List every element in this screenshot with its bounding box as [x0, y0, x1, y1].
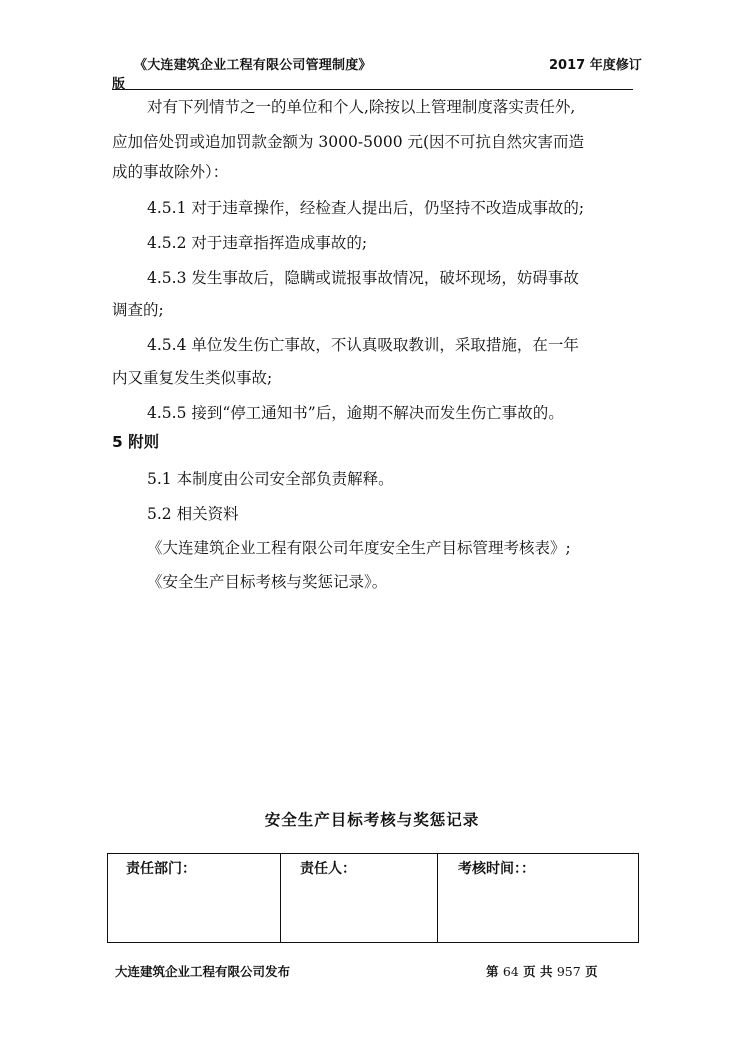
header-divider: [112, 89, 633, 90]
section-heading: 5 附则: [112, 433, 160, 451]
reference-document: 《安全生产目标考核与奖惩记录》。: [147, 573, 388, 591]
clause-item: 4.5.3 发生事故后，隐瞒或谎报事故情况，破坏现场，妨碍事故: [147, 269, 579, 287]
edition-label-wrap: 版: [112, 77, 126, 92]
appendix-item: 5.1 本制度由公司安全部负责解释。: [147, 470, 394, 488]
reference-document: 《大连建筑企业工程有限公司年度安全生产目标管理考核表》;: [147, 539, 571, 557]
department-cell: [108, 854, 281, 942]
document-title: 《大连建筑企业工程有限公司管理制度》: [134, 58, 372, 73]
clause-item: 4.5.1 对于违章操作，经检查人提出后，仍坚持不改造成事故的;: [147, 199, 585, 217]
person-label: 责任人：: [300, 861, 356, 877]
clause-item: 4.5.5 接到“停工通知书”后，逾期不解决而发生伤亡事故的。: [147, 404, 564, 422]
page-counter: [486, 962, 598, 980]
clause-item-continuation: 调查的;: [112, 301, 164, 319]
page-suffix: 页: [585, 964, 598, 979]
assessment-record-table: [107, 853, 639, 943]
page-number: 64: [502, 964, 519, 979]
total-pages: 957: [556, 964, 581, 979]
paragraph-line: 成的事故除外）：: [112, 163, 229, 181]
paragraph-line: 应加倍处罚或追加罚款金额为 3000-5000 元(因不可抗自然灾害而造: [112, 133, 585, 151]
paragraph-line: 对有下列情节之一的单位和个人,除按以上管理制度落实责任外,: [147, 98, 576, 116]
publisher: 大连建筑企业工程有限公司发布: [115, 964, 291, 979]
department-label: 责任部门：: [126, 861, 196, 877]
clause-item-continuation: 内又重复发生类似事故;: [112, 369, 273, 387]
page-prefix: 第: [486, 964, 499, 979]
edition-label: 2017 年度修订: [549, 58, 642, 73]
time-cell: [438, 854, 638, 942]
person-cell: [281, 854, 438, 942]
page-mid: 页 共: [523, 964, 553, 979]
clause-item: 4.5.2 对于违章指挥造成事故的;: [147, 234, 368, 252]
clause-item: 4.5.4 单位发生伤亡事故，不认真吸取教训，采取措施，在一年: [147, 336, 579, 354]
time-label: 考核时间：：: [458, 861, 535, 877]
form-title: 安全生产目标考核与奖惩记录: [264, 811, 480, 829]
appendix-item: 5.2 相关资料: [147, 505, 239, 523]
